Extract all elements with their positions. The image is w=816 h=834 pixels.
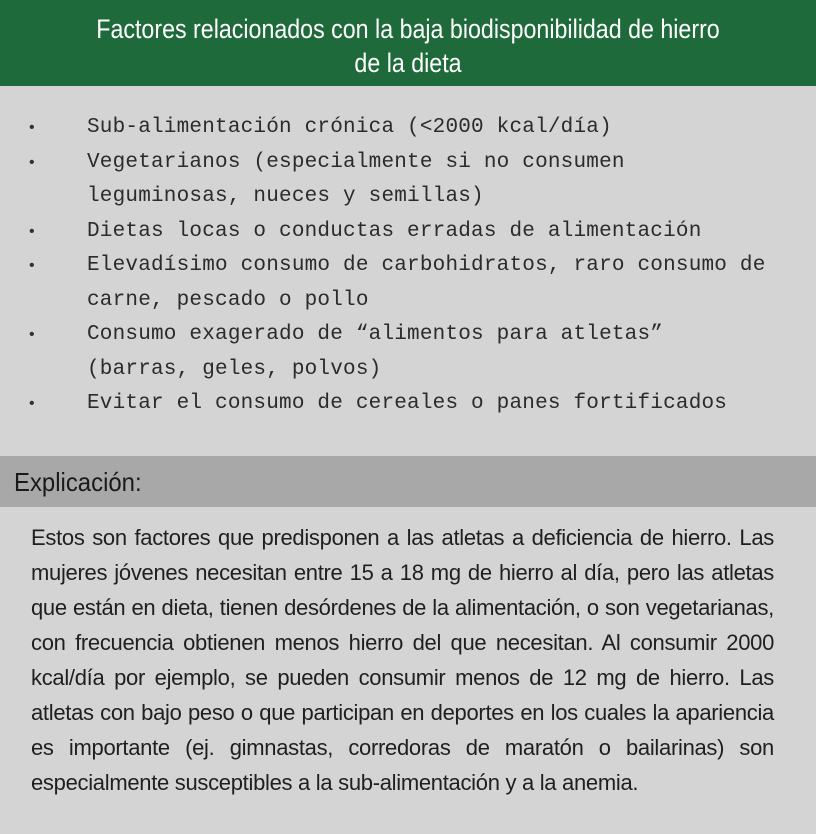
card-title-line-2: de la dieta xyxy=(354,48,462,78)
factor-text: Dietas locas o conductas erradas de alimentación xyxy=(87,219,702,243)
factor-text: Consumo exagerado de “alimentos para atletas” (barras, geles, polvos) xyxy=(87,323,664,381)
list-item xyxy=(0,249,816,318)
list-item xyxy=(0,387,816,422)
bullet: • xyxy=(29,326,35,343)
explanation-body: Estos son factores que predisponen a las atletas a deficiencia de hierro. Las mujeres jóvenes necesitan entre 15 a 18 mg de hierro al día, pero las atletas que están en dieta, tienen desórdenes de la alimentación, o son vegetarianas, con frecuencia obtienen menos hierro del que necesitan. Al consumir 2000 kcal/día por ejemplo, se pueden consumir menos de 12 mg de hierro. Las atletas con bajo peso o que participan en deportes en los cuales la apariencia es importante (ej. gimnastas, corredoras de maratón o bailarinas) son especialmente susceptibles a la sub-alimentación y a la anemia. xyxy=(31,525,774,795)
factor-list xyxy=(0,111,816,422)
bullet: • xyxy=(29,395,35,412)
explanation-heading-bar xyxy=(0,456,816,507)
factor-text: Elevadísimo consumo de carbohidratos, raro consumo de carne, pescado o pollo xyxy=(87,254,766,312)
explanation-heading: Explicación: xyxy=(14,467,142,497)
bullet: • xyxy=(29,257,35,274)
factor-text: Evitar el consumo de cereales o panes fortificados xyxy=(87,392,728,415)
factor-text: Sub-alimentación crónica (<2000 kcal/día) xyxy=(87,116,612,139)
list-item xyxy=(0,146,816,215)
card-title-line-1: Factores relacionados con la baja biodisponibilidad de hierro xyxy=(96,14,720,44)
bullet: • xyxy=(29,119,35,136)
list-item xyxy=(0,215,816,250)
card-header xyxy=(0,0,816,86)
list-item xyxy=(0,318,816,387)
bullet: • xyxy=(29,222,35,240)
factors-section xyxy=(0,86,816,456)
factor-text: Vegetarianos (especialmente si no consumen leguminosas, nueces y semillas) xyxy=(87,150,625,208)
list-item xyxy=(0,111,816,146)
bullet: • xyxy=(29,153,35,171)
